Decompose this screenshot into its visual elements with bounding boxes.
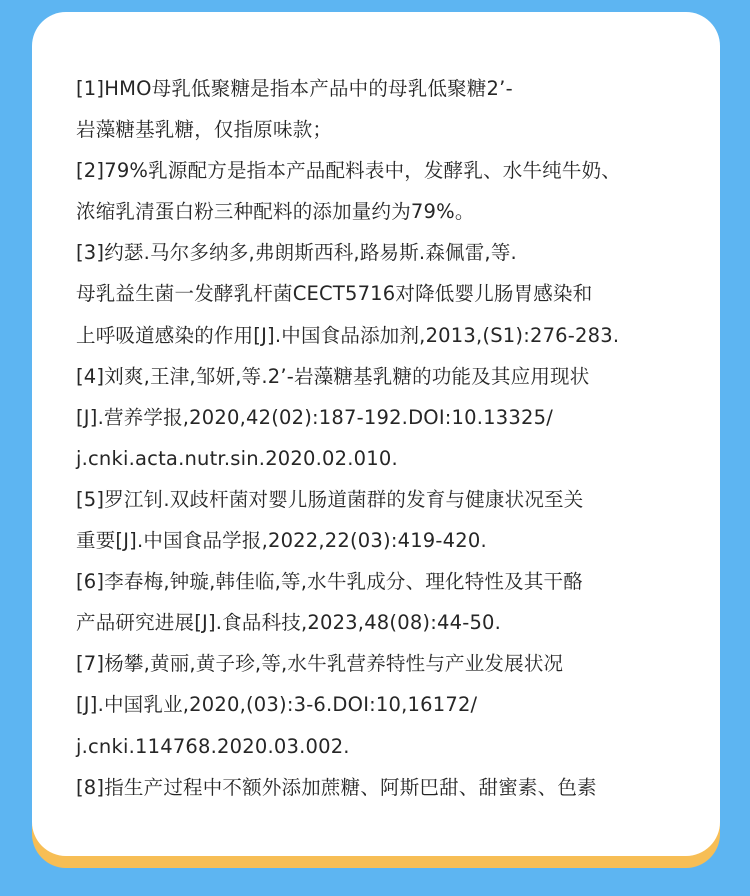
reference-line: 岩藻糖基乳糖，仅指原味款； <box>76 118 333 142</box>
reference-line: 产品研究进展[J].食品科技,2023,48(08):44-50. <box>76 611 502 635</box>
reference-line: [2]79%乳源配方是指本产品配料表中，发酵乳、水牛纯牛奶、 <box>76 159 621 183</box>
reference-line: 上呼吸道感染的作用[J].中国食品添加剂,2013,(S1):276-283. <box>76 323 620 347</box>
reference-line: [6]李春梅,钟璇,韩佳临,等,水牛乳成分、理化特性及其干酪 <box>76 570 583 594</box>
reference-line: [J].营养学报,2020,42(02):187-192.DOI:10.13325/ <box>76 405 553 429</box>
reference-line: [7]杨攀,黄丽,黄子珍,等,水牛乳营养特性与产业发展状况 <box>76 652 564 676</box>
reference-line: [1]HMO母乳低聚糖是指本产品中的母乳低聚糖2’- <box>76 77 513 100</box>
reference-line: j.cnki.114768.2020.03.002. <box>76 734 350 758</box>
references-list <box>76 68 621 808</box>
reference-line: [8]指生产过程中不额外添加蔗糖、阿斯巴甜、甜蜜素、色素 <box>76 775 597 799</box>
reference-line: 重要[J].中国食品学报,2022,22(03):419-420. <box>76 529 487 553</box>
reference-line: [5]罗江钊.双歧杆菌对婴儿肠道菌群的发育与健康状况至关 <box>76 487 584 511</box>
reference-line: 母乳益生菌一发酵乳杆菌CECT5716对降低婴儿肠胃感染和 <box>76 282 593 306</box>
reference-line: [3]约瑟.马尔多纳多,弗朗斯西科,路易斯.森佩雷,等. <box>76 241 517 265</box>
reference-line: 浓缩乳清蛋白粉三种配料的添加量约为79%。 <box>76 200 475 224</box>
reference-line: j.cnki.acta.nutr.sin.2020.02.010. <box>76 446 398 470</box>
reference-line: [J].中国乳业,2020,(03):3-6.DOI:10,16172/ <box>76 693 478 717</box>
reference-line: [4]刘爽,王津,邹妍,等.2’-岩藻糖基乳糖的功能及其应用现状 <box>76 364 590 388</box>
